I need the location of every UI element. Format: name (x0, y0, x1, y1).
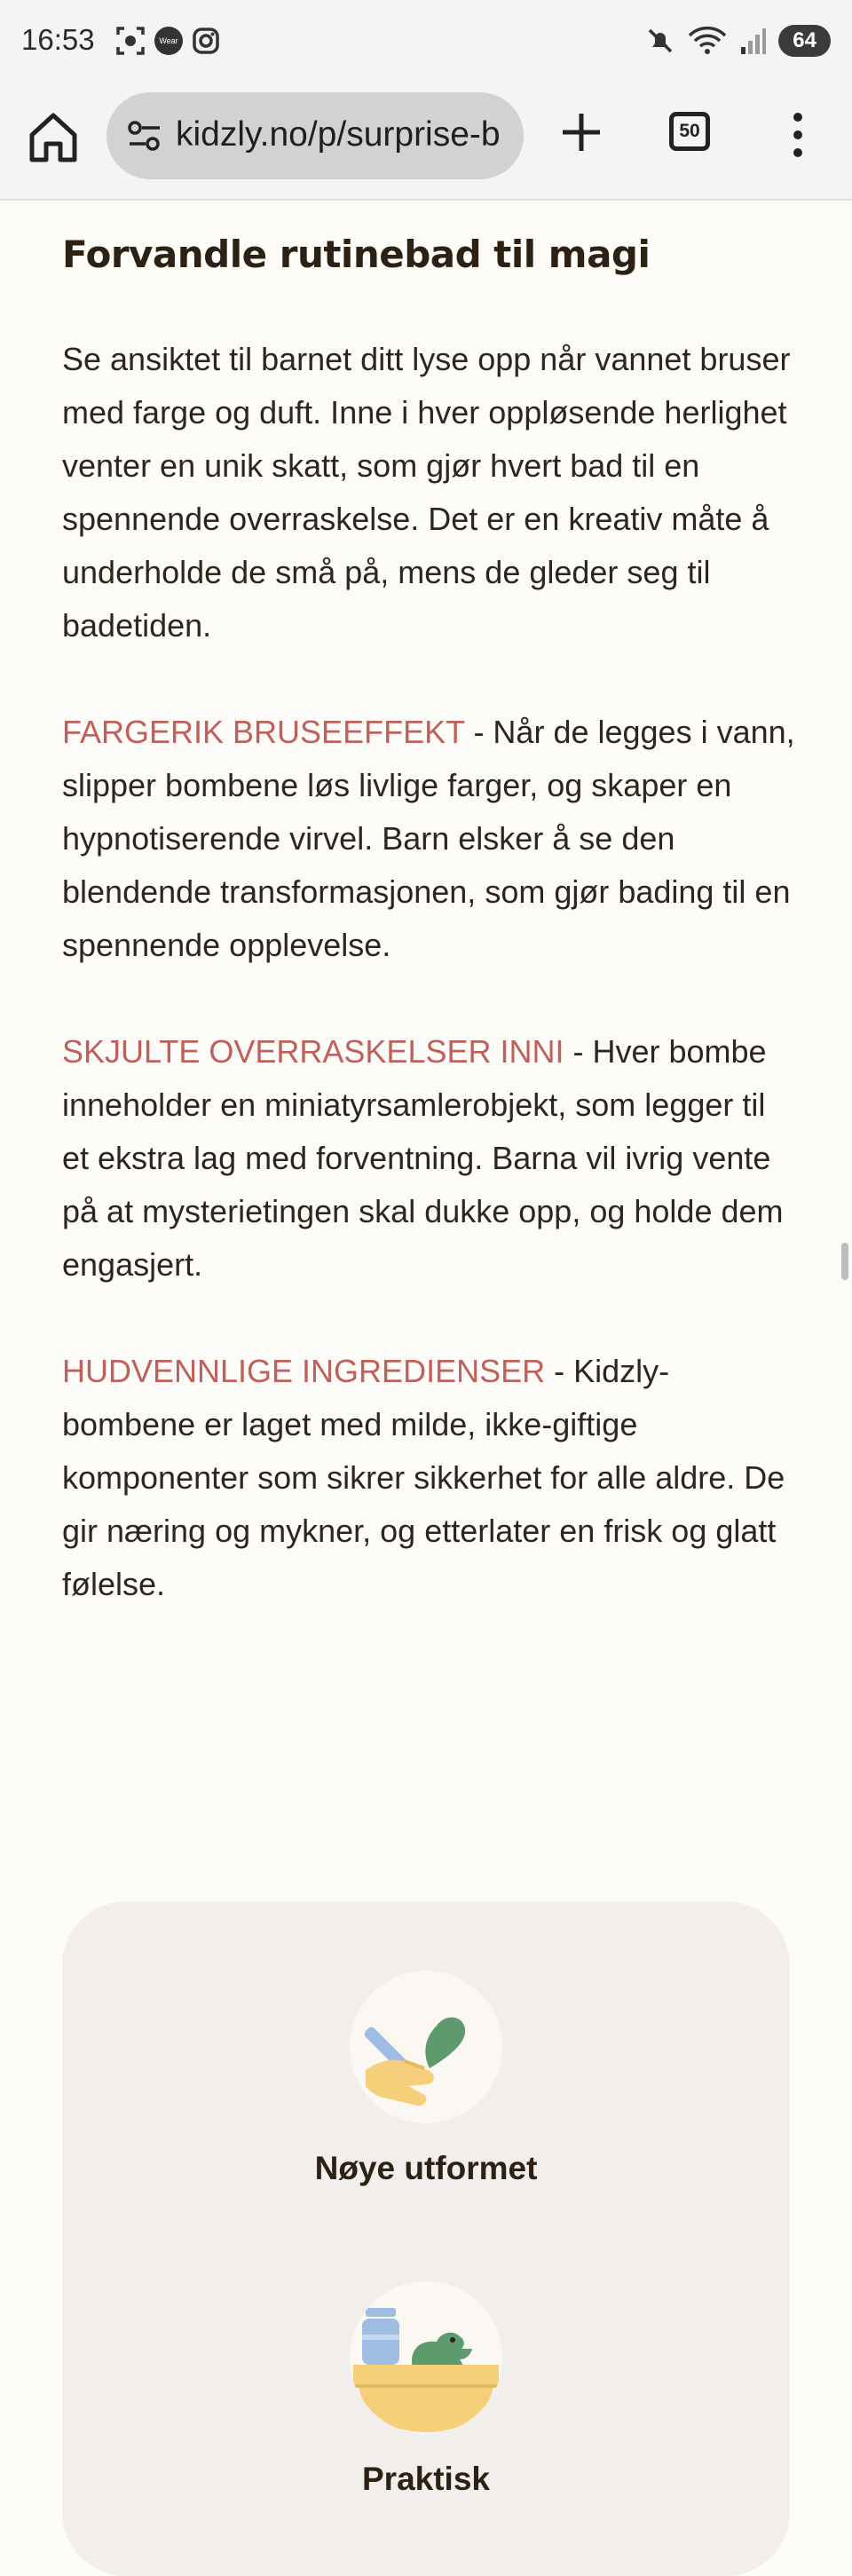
feature-paragraph-surprises (62, 1025, 799, 1292)
status-right-icons (645, 21, 831, 60)
battery-indicator: 64 (778, 25, 831, 57)
wear-icon: Wear (154, 27, 183, 55)
signal-icon (739, 26, 766, 56)
bath-duck-icon (350, 2281, 502, 2434)
feature-title: FARGERIK BRUSEEFFEKT (62, 713, 465, 750)
article-content (62, 231, 799, 1611)
feature-text: - Hver bombe inneholder en miniatyrsamlerobjekt, som legger til et ekstra lag med forventning. Barna vil ivrig vente på at mysterietingen skal dukke opp, og holde dem engasjert. (62, 1032, 784, 1283)
browser-toolbar (0, 82, 852, 201)
tab-switcher-button[interactable]: 50 (669, 112, 710, 151)
instagram-icon (192, 27, 220, 55)
status-bar (0, 0, 852, 82)
site-settings-icon[interactable] (126, 117, 163, 154)
new-tab-icon[interactable] (556, 107, 607, 158)
feature-text: - Kidzly-bombene er laget med milde, ikke-giftige komponenter som sikrer sikkerhet for alle aldre. De gir næring og mykner, og etterlater en frisk og glatt følelse. (62, 1352, 785, 1602)
benefit-title: Nøye utformet (314, 2150, 538, 2186)
more-menu-icon[interactable] (785, 108, 811, 162)
article-heading: Forvandle rutinebad til magi (62, 233, 651, 276)
benefit-item (62, 1971, 790, 2187)
benefits-card (62, 1901, 790, 2576)
benefit-title: Praktisk (362, 2461, 490, 2497)
feature-paragraph-colorful (62, 706, 799, 972)
wifi-icon (688, 26, 727, 56)
status-time: 16:53 (21, 23, 95, 56)
scrollbar-thumb[interactable] (841, 1243, 848, 1280)
feature-title: SKJULTE OVERRASKELSER INNI (62, 1032, 564, 1070)
feature-text: - Når de legges i vann, slipper bombene løs livlige farger, og skaper en hypnotiserende virvel. Barn elsker å se den blendende transformasjonen, som gjør bading til en spennende opplevelse. (62, 713, 795, 963)
home-icon[interactable] (27, 108, 80, 165)
feature-paragraph-ingredients (62, 1345, 799, 1611)
mute-icon (645, 26, 675, 56)
benefit-item (62, 2281, 790, 2498)
hand-heart-icon (350, 1971, 502, 2123)
screenshot-icon (115, 26, 146, 56)
status-left-icons (115, 23, 220, 59)
url-text[interactable]: kidzly.no/p/surprise-b (176, 115, 501, 154)
address-bar[interactable] (106, 92, 524, 179)
feature-title: HUDVENNLIGE INGREDIENSER (62, 1352, 546, 1389)
intro-paragraph: Se ansiktet til barnet ditt lyse opp når vannet bruser med farge og duft. Inne i hver oppløsende herlighet venter en unik skatt, som gjør hvert bad til en spennende overraskelse. Det er en kreativ måte å underholde de små på, mens de gleder seg til badetiden. (62, 340, 791, 644)
